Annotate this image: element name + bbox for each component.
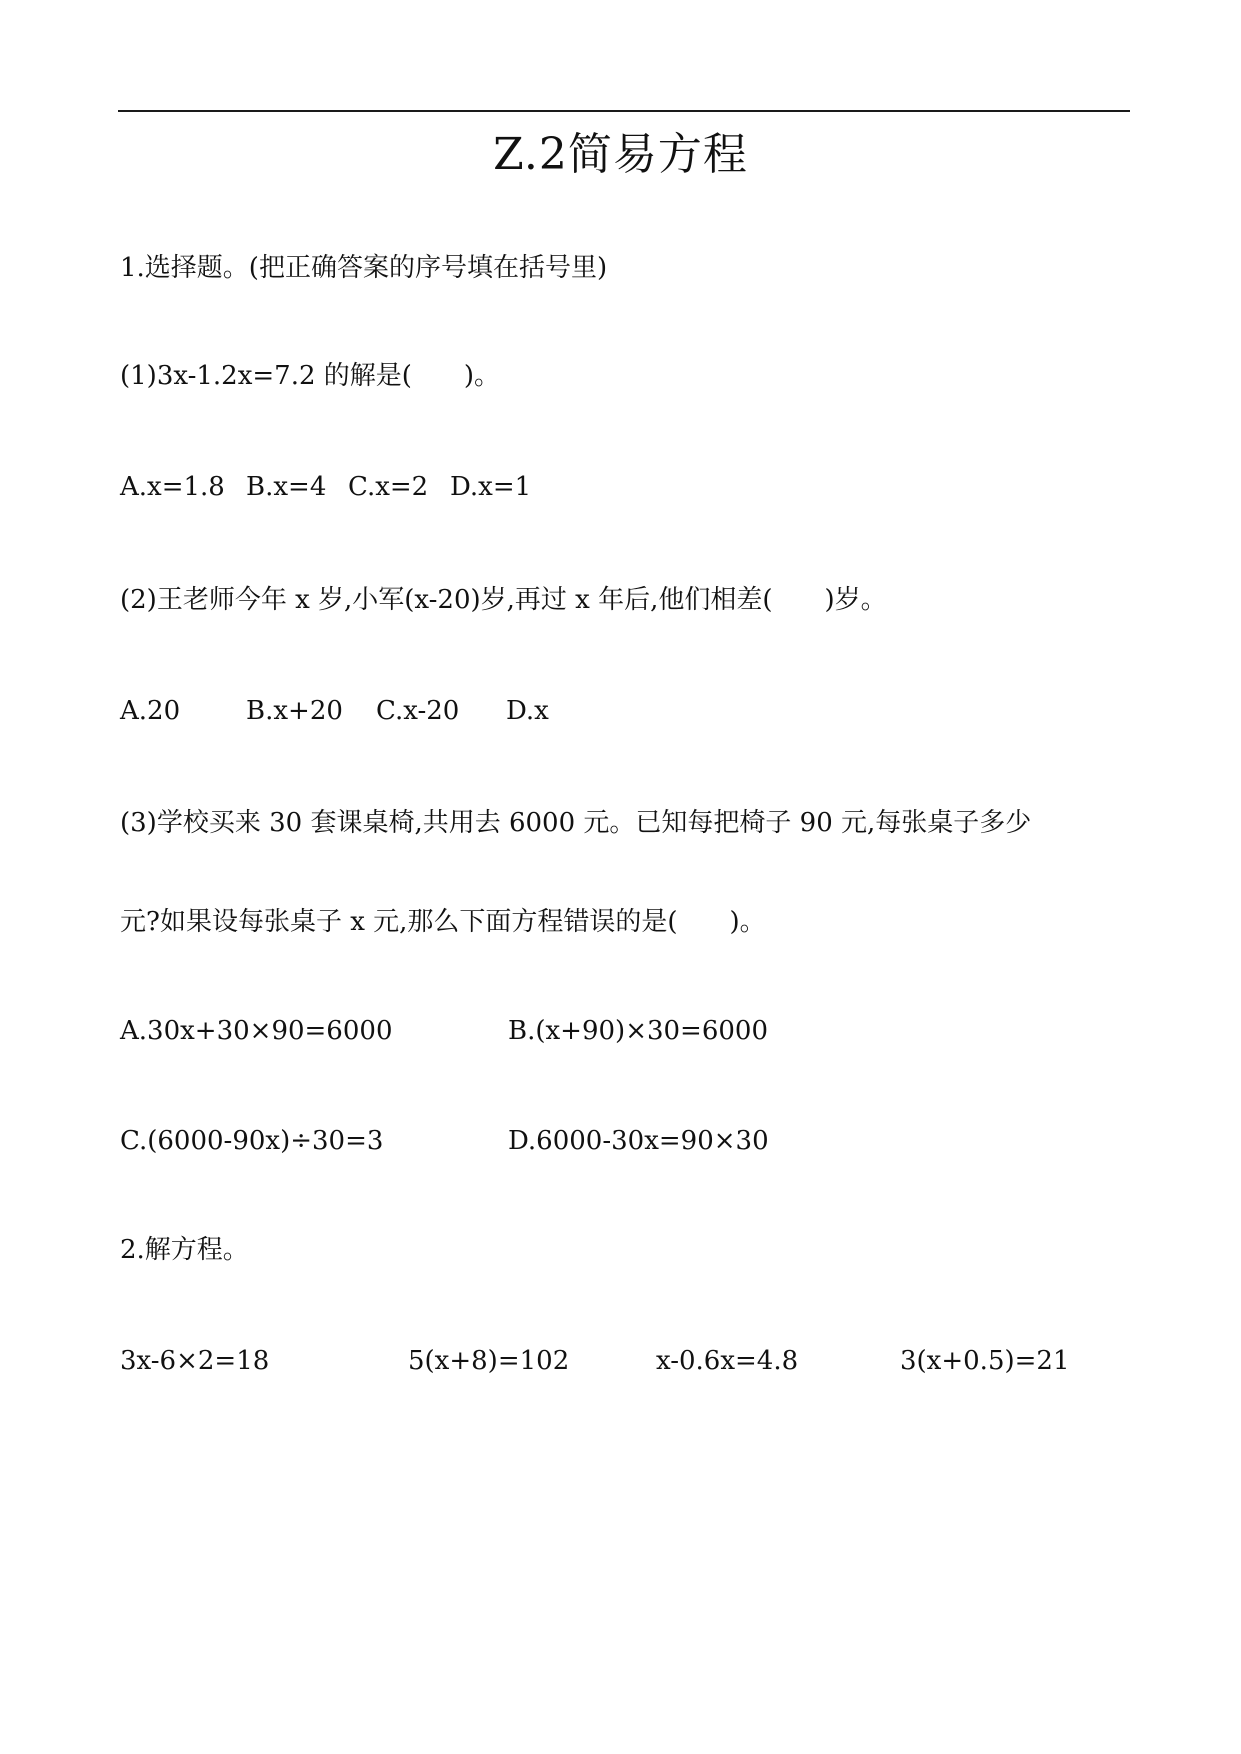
q3-option-b: B.(x+90)×30=6000 <box>508 1016 769 1046</box>
q1-stem: (1)3x-1.2x=7.2 的解是( )。 <box>120 361 501 391</box>
q2-option-a: A.20 <box>120 696 181 726</box>
q3-stem-line1: (3)学校买来 30 套课桌椅,共用去 6000 元。已知每把椅子 90 元,每张桌子多少 <box>120 808 1032 838</box>
section2-heading: 2.解方程。 <box>120 1235 249 1265</box>
q2-option-d: D.x <box>506 696 549 726</box>
q2-option-b: B.x+20 <box>246 696 343 726</box>
q3-option-d: D.6000-30x=90×30 <box>508 1126 769 1156</box>
q1-option-c: C.x=2 <box>348 472 429 502</box>
equation-2: 5(x+8)=102 <box>408 1346 570 1376</box>
equation-3: x-0.6x=4.8 <box>656 1346 799 1376</box>
q1-option-b: B.x=4 <box>246 472 327 502</box>
q3-stem-line2: 元?如果设每张桌子 x 元,那么下面方程错误的是( )。 <box>120 907 766 937</box>
q3-option-a: A.30x+30×90=6000 <box>120 1016 393 1046</box>
q2-stem: (2)王老师今年 x 岁,小军(x-20)岁,再过 x 年后,他们相差( )岁。 <box>120 585 887 615</box>
q1-option-d: D.x=1 <box>450 472 532 502</box>
q2-option-c: C.x-20 <box>376 696 460 726</box>
q3-option-c: C.(6000-90x)÷30=3 <box>120 1126 384 1156</box>
header-rule <box>118 110 1130 112</box>
section1-heading: 1.选择题。(把正确答案的序号填在括号里) <box>120 253 608 283</box>
page-title: Z.2简易方程 <box>493 129 748 180</box>
equation-4: 3(x+0.5)=21 <box>900 1346 1070 1376</box>
q1-option-a: A.x=1.8 <box>120 472 225 502</box>
equation-1: 3x-6×2=18 <box>120 1346 270 1376</box>
